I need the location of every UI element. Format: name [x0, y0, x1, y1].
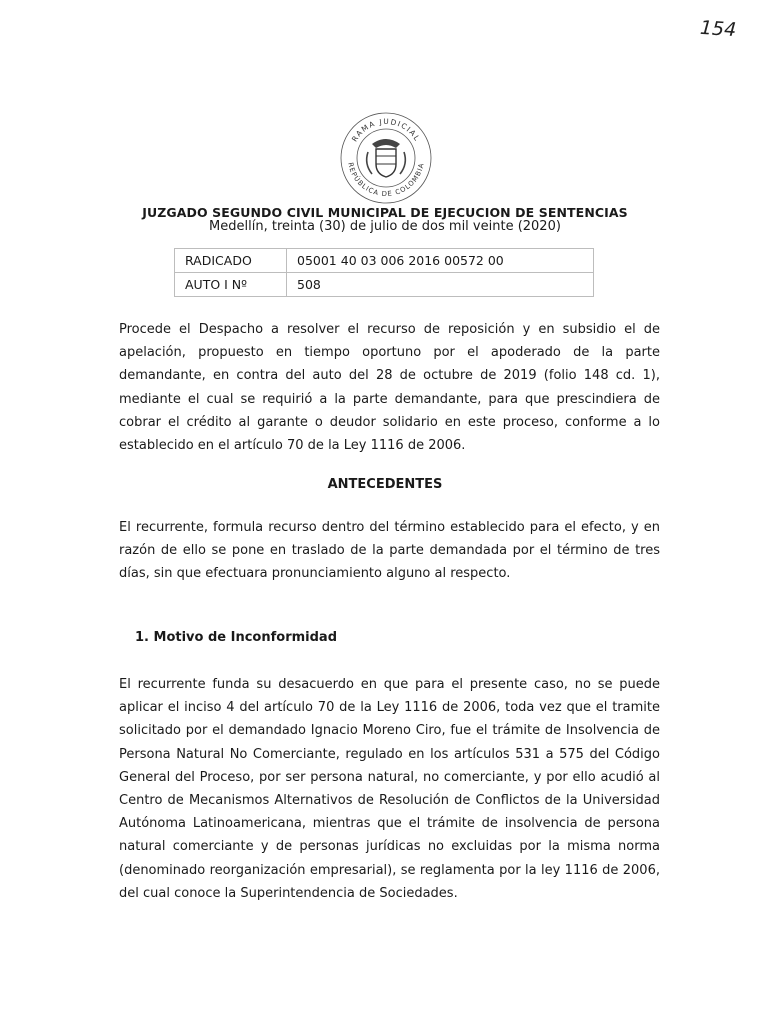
table-row	[175, 273, 594, 297]
case-info-table	[174, 248, 594, 297]
motivo-paragraph: El recurrente funda su desacuerdo en que para el presente caso, no se puede aplicar el inciso 4 del artículo 70 de la Ley 1116 de 2006, toda vez que el tramite solicitado por el demandado Ignacio Moreno Ciro, fue el trámite de Insolvencia de Persona Natural No Comerciante, regulado en los artículos 531 a 575 del Código General del Proceso, por ser persona natural, no comerciante, y por ello acudió al Centro de Mecanismos Alternativos de Resolución de Conflictos de la Universidad Autónoma Latinoamericana, mientras que el trámite de insolvencia de persona natural comerciante y de personas jurídicas no excluidas por la misma norma (denominado reorganización empresarial), se reglamenta por la ley 1116 de 2006, del cual conoce la Superintendencia de Sociedades.	[119, 677, 660, 901]
auto-label: AUTO I Nº	[175, 273, 287, 297]
court-name: JUZGADO SEGUNDO CIVIL MUNICIPAL DE EJECUCION DE SENTENCIAS	[142, 205, 628, 220]
svg-text:RAMA JUDICIAL: RAMA JUDICIAL	[349, 116, 423, 144]
table-row	[175, 249, 594, 273]
intro-paragraph: Procede el Despacho a resolver el recurso de reposición y en subsidio el de apelación, propuesto en tiempo oportuno por el apoderado de la parte demandante, en contra del auto del 28 de octubre de 2019 (folio 148 cd. 1), mediante el cual se requirió a la parte demandante, para que prescindiera de cobrar el crédito al garante o deudor solidario en este proceso, conforme a lo establecido en el artículo 70 de la Ley 1116 de 2006.	[119, 322, 660, 454]
date-line: Medellín, treinta (30) de julio de dos mil veinte (2020)	[209, 219, 561, 234]
svg-text:REPÚBLICA DE COLOMBIA: REPÚBLICA DE COLOMBIA	[346, 161, 426, 199]
subsection-heading-motivo: 1. Motivo de Inconformidad	[135, 630, 337, 645]
folio-number: 154	[699, 16, 737, 42]
rama-judicial-seal-icon	[336, 108, 436, 208]
section-heading-antecedentes: ANTECEDENTES	[327, 477, 443, 492]
antecedentes-paragraph: El recurrente, formula recurso dentro del término establecido para el efecto, y en razón de ello se pone en traslado de la parte demandada por el término de tres días, sin que efectuara pronunciamiento alguno al respecto.	[119, 520, 660, 582]
auto-value: 508	[287, 273, 594, 297]
radicado-label: RADICADO	[175, 249, 287, 273]
radicado-value: 05001 40 03 006 2016 00572 00	[287, 249, 594, 273]
